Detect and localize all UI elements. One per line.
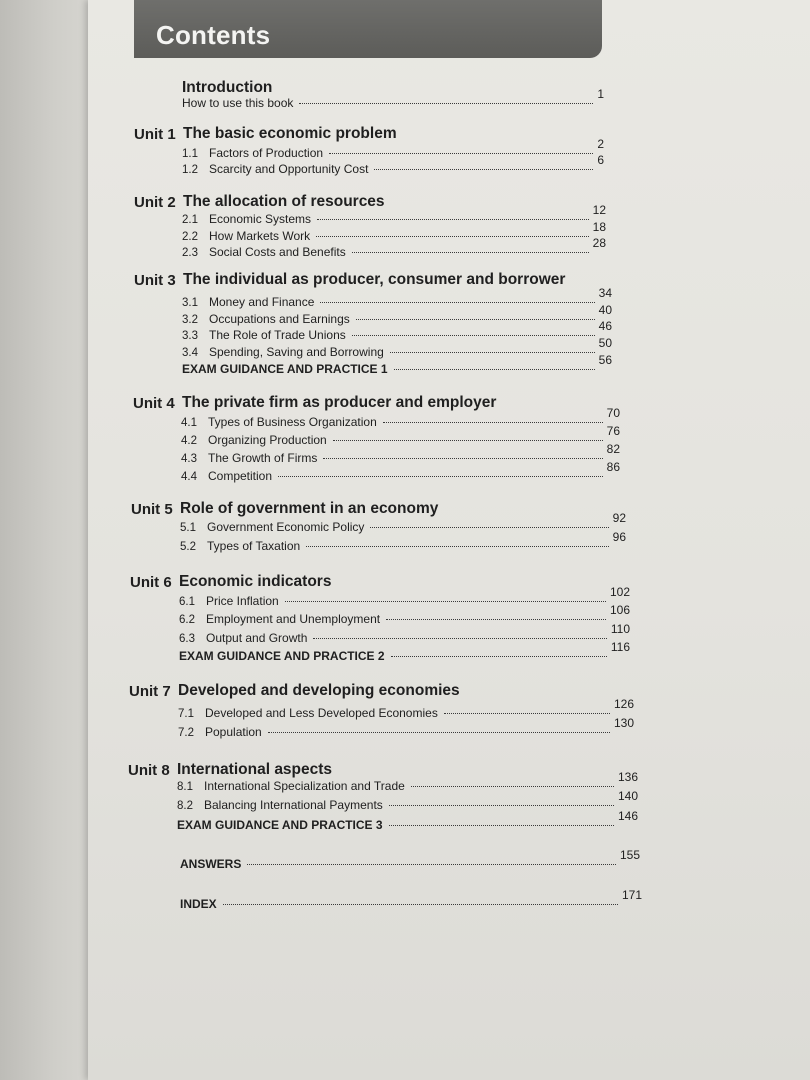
dot-leader <box>394 369 595 370</box>
section-number: 1.2 <box>182 164 198 176</box>
dot-leader <box>389 805 614 806</box>
entry-label: Factors of Production <box>209 146 324 160</box>
exam-guidance-row <box>180 848 640 873</box>
dot-leader <box>247 864 616 865</box>
section-number: 2.1 <box>182 214 198 226</box>
toc-entry <box>181 424 620 449</box>
entry-label: EXAM GUIDANCE AND PRACTICE 1 <box>182 362 388 376</box>
dot-leader <box>370 527 608 528</box>
unit-number: Unit 6 <box>130 574 172 591</box>
dot-leader <box>333 440 603 441</box>
entry-label: Types of Taxation <box>207 539 301 553</box>
entry-label: Output and Growth <box>206 631 308 645</box>
dot-leader <box>320 302 594 303</box>
page-number: 12 <box>592 203 606 217</box>
page-number: 34 <box>598 286 612 300</box>
dot-leader <box>389 825 614 826</box>
toc-entry <box>179 622 630 647</box>
section-number: 3.3 <box>182 330 198 342</box>
section-number: 3.4 <box>182 347 198 359</box>
page-number: 82 <box>606 442 620 456</box>
entry-label: Government Economic Policy <box>207 520 365 534</box>
dot-leader <box>306 546 608 547</box>
entry-label: Employment and Unemployment <box>206 612 381 626</box>
dot-leader <box>317 219 589 220</box>
entry-label: The Growth of Firms <box>208 451 318 465</box>
unit-title: Economic indicators <box>179 573 332 590</box>
toc-entry <box>178 697 634 722</box>
unit-title: The basic economic problem <box>183 125 397 142</box>
exam-guidance-row <box>179 640 630 665</box>
entry-label: How to use this book <box>182 96 294 110</box>
dot-leader <box>313 638 606 639</box>
unit-title: The private firm as producer and employer <box>182 394 497 411</box>
unit-number: Unit 1 <box>134 126 176 143</box>
entry-label: Money and Finance <box>209 295 315 309</box>
toc-entry <box>182 286 612 311</box>
unit-number: Unit 3 <box>134 272 176 289</box>
entry-label: Economic Systems <box>209 212 312 226</box>
dot-leader <box>356 319 595 320</box>
page-number: 40 <box>598 303 612 317</box>
toc-entry <box>181 406 620 431</box>
entry-label: EXAM GUIDANCE AND PRACTICE 2 <box>179 649 385 663</box>
dot-leader <box>329 153 593 154</box>
unit-number: Unit 7 <box>129 683 171 700</box>
section-number: 4.3 <box>181 453 197 465</box>
section-number: 8.1 <box>177 781 193 793</box>
dot-leader <box>390 352 595 353</box>
section-number: 3.2 <box>182 314 198 326</box>
toc-entry <box>177 770 638 795</box>
section-number: 5.2 <box>180 541 196 553</box>
entry-label: Developed and Less Developed Economies <box>205 706 438 720</box>
entry-label: How Markets Work <box>209 229 311 243</box>
exam-guidance-row <box>180 888 642 913</box>
dot-leader <box>383 422 603 423</box>
toc-entry <box>180 511 626 536</box>
toc-entry <box>180 530 626 555</box>
section-number: 8.2 <box>177 800 193 812</box>
page-number: 130 <box>613 716 634 730</box>
entry-label: Balancing International Payments <box>204 798 383 812</box>
entry-label: Population <box>205 725 262 739</box>
section-number: 2.2 <box>182 231 198 243</box>
page-number: 70 <box>606 406 620 420</box>
section-number: 4.2 <box>181 435 197 447</box>
page-number: 126 <box>613 697 634 711</box>
page-number: 28 <box>592 236 606 250</box>
section-number: 6.3 <box>179 633 195 645</box>
entry-label: Social Costs and Benefits <box>209 245 346 259</box>
page-number: 102 <box>609 585 630 599</box>
page-number: 86 <box>606 460 620 474</box>
section-number: 4.4 <box>181 471 197 483</box>
entry-label: International Specialization and Trade <box>204 779 405 793</box>
page-number: 18 <box>592 220 606 234</box>
section-number: 2.3 <box>182 247 198 259</box>
page-number: 171 <box>621 888 642 902</box>
dot-leader <box>374 169 593 170</box>
section-number: 5.1 <box>180 522 196 534</box>
dot-leader <box>323 458 602 459</box>
entry-label: Competition <box>208 469 273 483</box>
page-number: 92 <box>612 511 626 525</box>
toc-entry <box>179 603 630 628</box>
toc-entry <box>181 460 620 485</box>
page-number: 140 <box>617 789 638 803</box>
toc-entry <box>182 203 606 228</box>
page-number: 1 <box>597 87 604 101</box>
dot-leader <box>223 904 618 905</box>
unit-number: Unit 8 <box>128 762 170 779</box>
toc-entry <box>177 789 638 814</box>
unit-title: International aspects <box>177 761 333 778</box>
dot-leader <box>444 713 610 714</box>
entry-label: Spending, Saving and Borrowing <box>209 345 384 359</box>
page-number: 136 <box>617 770 638 784</box>
dot-leader <box>278 476 603 477</box>
page-number: 6 <box>597 153 604 167</box>
unit-number: Unit 2 <box>134 194 176 211</box>
section-number: 6.1 <box>179 596 195 608</box>
page-number: 106 <box>609 603 630 617</box>
toc-entry <box>179 585 630 610</box>
entry-label: EXAM GUIDANCE AND PRACTICE 3 <box>177 818 383 832</box>
dot-leader <box>352 335 595 336</box>
unit-title: The individual as producer, consumer and borrower <box>183 271 566 288</box>
entry-label: The Role of Trade Unions <box>209 328 346 342</box>
introduction-heading: Introduction <box>182 79 273 96</box>
dot-leader <box>316 236 589 237</box>
page-number: 155 <box>619 848 640 862</box>
toc-entry <box>178 716 634 741</box>
section-number: 4.1 <box>181 417 197 429</box>
page-number: 146 <box>617 809 638 823</box>
page-number: 50 <box>598 336 612 350</box>
dot-leader <box>391 656 607 657</box>
page-number: 2 <box>597 137 604 151</box>
page-number: 116 <box>610 640 630 654</box>
page-number: 46 <box>598 319 612 333</box>
page-number: 110 <box>610 622 630 636</box>
entry-label: Occupations and Earnings <box>209 312 350 326</box>
exam-guidance-row <box>177 809 638 834</box>
dot-leader <box>386 619 606 620</box>
section-number: 7.2 <box>178 727 194 739</box>
page-number: 76 <box>606 424 620 438</box>
dot-leader <box>411 786 614 787</box>
entry-label: ANSWERS <box>180 857 242 871</box>
entry-label: INDEX <box>180 897 217 911</box>
entry-label: Price Inflation <box>206 594 279 608</box>
unit-title: The allocation of resources <box>183 193 385 210</box>
dot-leader <box>352 252 589 253</box>
dot-leader <box>285 601 606 602</box>
section-number: 7.1 <box>178 708 194 720</box>
dot-leader <box>268 732 610 733</box>
page-title: Contents <box>156 20 271 50</box>
unit-title: Role of government in an economy <box>180 500 439 517</box>
entry-label: Types of Business Organization <box>208 415 377 429</box>
unit-number: Unit 4 <box>133 395 175 412</box>
section-number: 6.2 <box>179 614 195 626</box>
toc-entry <box>181 442 620 467</box>
toc-entry <box>182 137 604 162</box>
entry-label: Organizing Production <box>208 433 327 447</box>
page-number: 96 <box>612 530 626 544</box>
section-number: 3.1 <box>182 297 198 309</box>
dot-leader <box>299 103 593 104</box>
section-number: 1.1 <box>182 148 198 160</box>
entry-label: Scarcity and Opportunity Cost <box>209 162 369 176</box>
unit-number: Unit 5 <box>131 501 173 518</box>
unit-title: Developed and developing economies <box>178 682 460 699</box>
page-number: 56 <box>598 353 612 367</box>
